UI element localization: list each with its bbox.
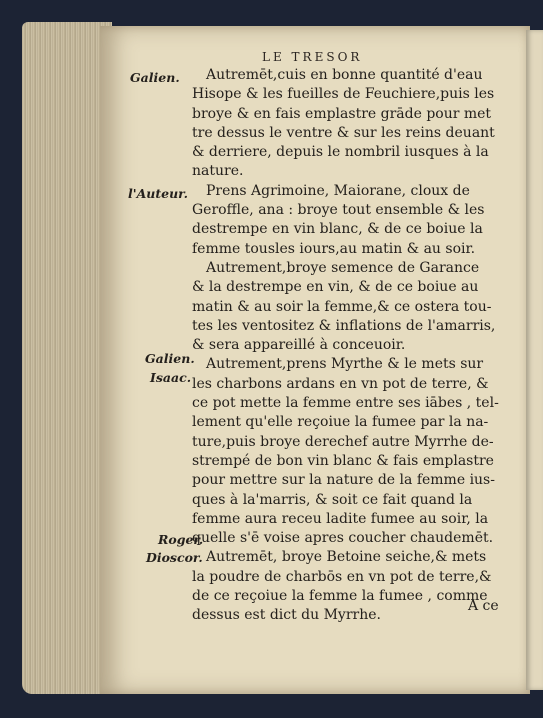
text-line: dessus est dict du Myrrhe. xyxy=(192,607,381,624)
text-line: femme aura receu ladite fumee au soir, la xyxy=(192,510,489,527)
text-line: matin & au soir la femme,& ce ostera tou- xyxy=(192,298,492,315)
text-line: lement qu'elle reçoiue la fumee par la na- xyxy=(192,414,489,431)
text-line: & sera appareillé à conceuoir. xyxy=(192,337,406,354)
text-line: tes les ventositez & inflations de l'amarris, xyxy=(192,317,496,334)
page-edges xyxy=(22,22,112,694)
text-line: les charbons ardans en vn pot de terre, & xyxy=(192,375,489,392)
text-line: Prens Agrimoine, Maiorane, cloux de xyxy=(206,182,470,199)
facing-page-edge xyxy=(526,30,543,690)
text-line: Hisope & les fueilles de Feuchiere,puis les xyxy=(192,86,495,103)
text-line: Autremēt, broye Betoine seiche,& mets xyxy=(206,549,487,566)
text-line: pour mettre sur la nature de la femme ius- xyxy=(192,472,495,489)
text-line: tre dessus le ventre & sur les reins deuant xyxy=(192,124,495,141)
text-line: la poudre de charbōs en vn pot de terre,& xyxy=(192,568,492,585)
margin-note-galien-2: Galien. xyxy=(145,351,195,366)
text-line: ques à la'marris, & soit ce fait quand la xyxy=(192,491,473,508)
margin-note-auteur: l'Auteur. xyxy=(128,186,188,201)
text-line: de ce reçoiue la femme la fumee , comme xyxy=(192,588,488,605)
margin-note-roger: Roger. xyxy=(158,532,204,547)
text-line: & la destrempe en vin, & de ce boiue au xyxy=(192,279,479,296)
text-line: Autrement,broye semence de Garance xyxy=(206,259,480,276)
text-line: Autrement,prens Myrthe & le mets sur xyxy=(206,356,484,373)
margin-note-isaac: Isaac. xyxy=(150,370,192,385)
text-line: Geroffle, ana : broye tout ensemble & les xyxy=(192,202,485,219)
catchword: A ce xyxy=(468,598,499,614)
text-line: ce pot mette la femme entre ses iābes , tel- xyxy=(192,395,499,412)
text-line: destrempe en vin blanc, & de ce boiue la xyxy=(192,221,483,238)
text-line: strempé de bon vin blanc & fais emplastre xyxy=(192,452,494,469)
text-line: & derriere, depuis le nombril iusques à la xyxy=(192,144,489,161)
margin-note-galien-1: Galien. xyxy=(130,70,180,85)
text-line: nature. xyxy=(192,163,244,180)
text-line: broye & en fais emplastre grāde pour met xyxy=(192,105,492,122)
text-line: femme tousles iours,au matin & au soir. xyxy=(192,240,476,257)
margin-note-dioscor: Dioscor. xyxy=(146,550,203,565)
running-head: LE TRESOR xyxy=(262,50,363,64)
text-line: ture,puis broye derechef autre Myrrhe de- xyxy=(192,433,494,450)
body-text xyxy=(192,66,504,626)
text-line: Autremēt,cuis en bonne quantité d'eau xyxy=(206,67,483,83)
text-line: quelle s'ē voise apres coucher chaudemēt. xyxy=(192,530,494,547)
